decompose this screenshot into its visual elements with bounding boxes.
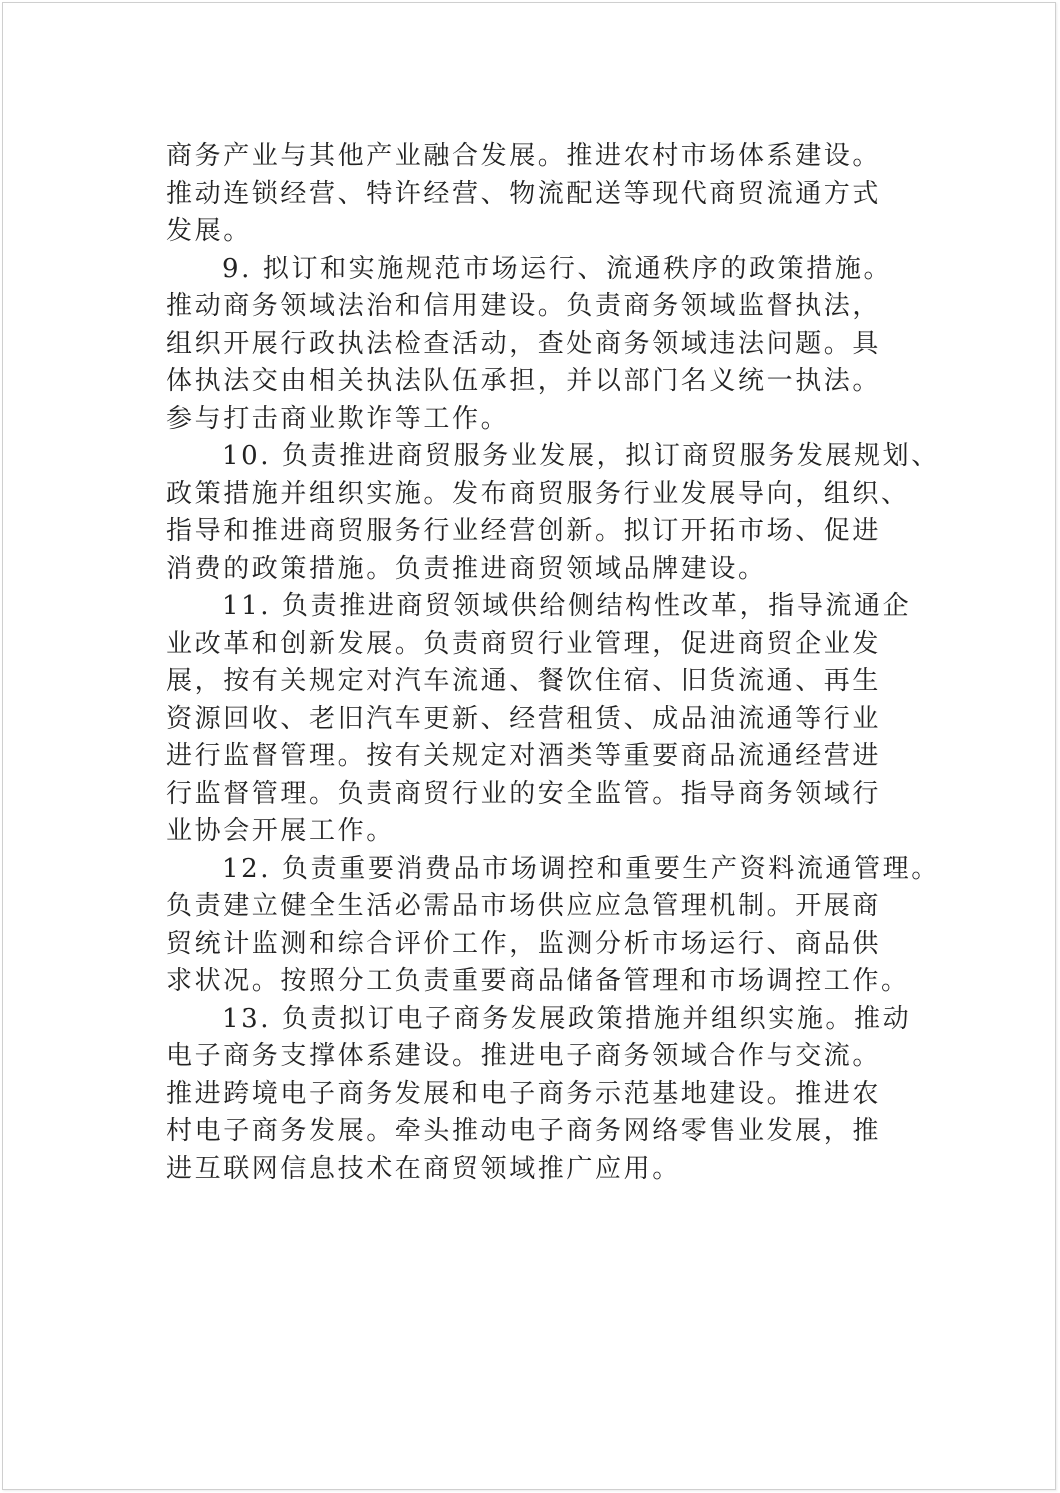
paragraph-item-13	[166, 1001, 912, 1189]
text-line: 负责建立健全生活必需品市场供应应急管理机制。开展商	[166, 891, 882, 921]
text-line: 10. 负责推进商贸服务业发展，拟订商贸服务发展规划、	[222, 441, 940, 471]
text-line: 资源回收、老旧汽车更新、经营租赁、成品油流通等行业	[166, 703, 882, 734]
document-body	[166, 138, 940, 1188]
text-line: 推动连锁经营、特许经营、物流配送等现代商贸流通方式	[166, 178, 882, 209]
text-line: 体执法交由相关执法队伍承担，并以部门名义统一执法。	[166, 366, 882, 396]
text-line: 消费的政策措施。负责推进商贸领域品牌建设。	[166, 553, 767, 584]
text-line: 指导和推进商贸服务行业经营创新。拟订开拓市场、促进	[166, 516, 882, 546]
paragraph-continuation	[166, 138, 896, 251]
text-line: 村电子商务发展。牵头推动电子商务网络零售业发展，推	[166, 1116, 882, 1146]
text-line: 参与打击商业欺诈等工作。	[166, 403, 510, 434]
text-line: 发展。	[166, 216, 252, 246]
text-line: 商务产业与其他产业融合发展。推进农村市场体系建设。	[166, 141, 882, 171]
text-line: 电子商务支撑体系建设。推进电子商务领域合作与交流。	[166, 1041, 882, 1071]
text-line: 展，按有关规定对汽车流通、餐饮住宿、旧货流通、再生	[166, 666, 882, 696]
text-line: 推进跨境电子商务发展和电子商务示范基地建设。推进农	[166, 1078, 882, 1109]
paragraph-item-10	[166, 438, 940, 588]
text-line: 进互联网信息技术在商贸领域推广应用。	[166, 1153, 681, 1184]
text-line: 13. 负责拟订电子商务发展政策措施并组织实施。推动	[222, 1003, 912, 1034]
text-line: 业协会开展工作。	[166, 816, 395, 846]
text-line: 业改革和创新发展。负责商贸行业管理，促进商贸企业发	[166, 628, 882, 659]
text-line: 求状况。按照分工负责重要商品储备管理和市场调控工作。	[166, 966, 910, 996]
text-line: 政策措施并组织实施。发布商贸服务行业发展导向，组织、	[166, 478, 910, 509]
paragraph-item-12	[166, 851, 940, 1001]
text-line: 组织开展行政执法检查活动，查处商务领域违法问题。具	[166, 328, 882, 359]
paragraph-item-11	[166, 588, 912, 851]
text-line: 贸统计监测和综合评价工作，监测分析市场运行、商品供	[166, 928, 882, 959]
paragraph-item-9	[166, 251, 896, 439]
text-line: 11. 负责推进商贸领域供给侧结构性改革，指导流通企	[222, 591, 912, 621]
text-line: 9. 拟订和实施规范市场运行、流通秩序的政策措施。	[222, 253, 893, 284]
text-line: 行监督管理。负责商贸行业的安全监管。指导商务领域行	[166, 778, 882, 809]
text-line: 推动商务领域法治和信用建设。负责商务领域监督执法，	[166, 291, 882, 321]
text-line: 进行监督管理。按有关规定对酒类等重要商品流通经营进	[166, 741, 882, 771]
text-line: 12. 负责重要消费品市场调控和重要生产资料流通管理。	[222, 853, 940, 884]
